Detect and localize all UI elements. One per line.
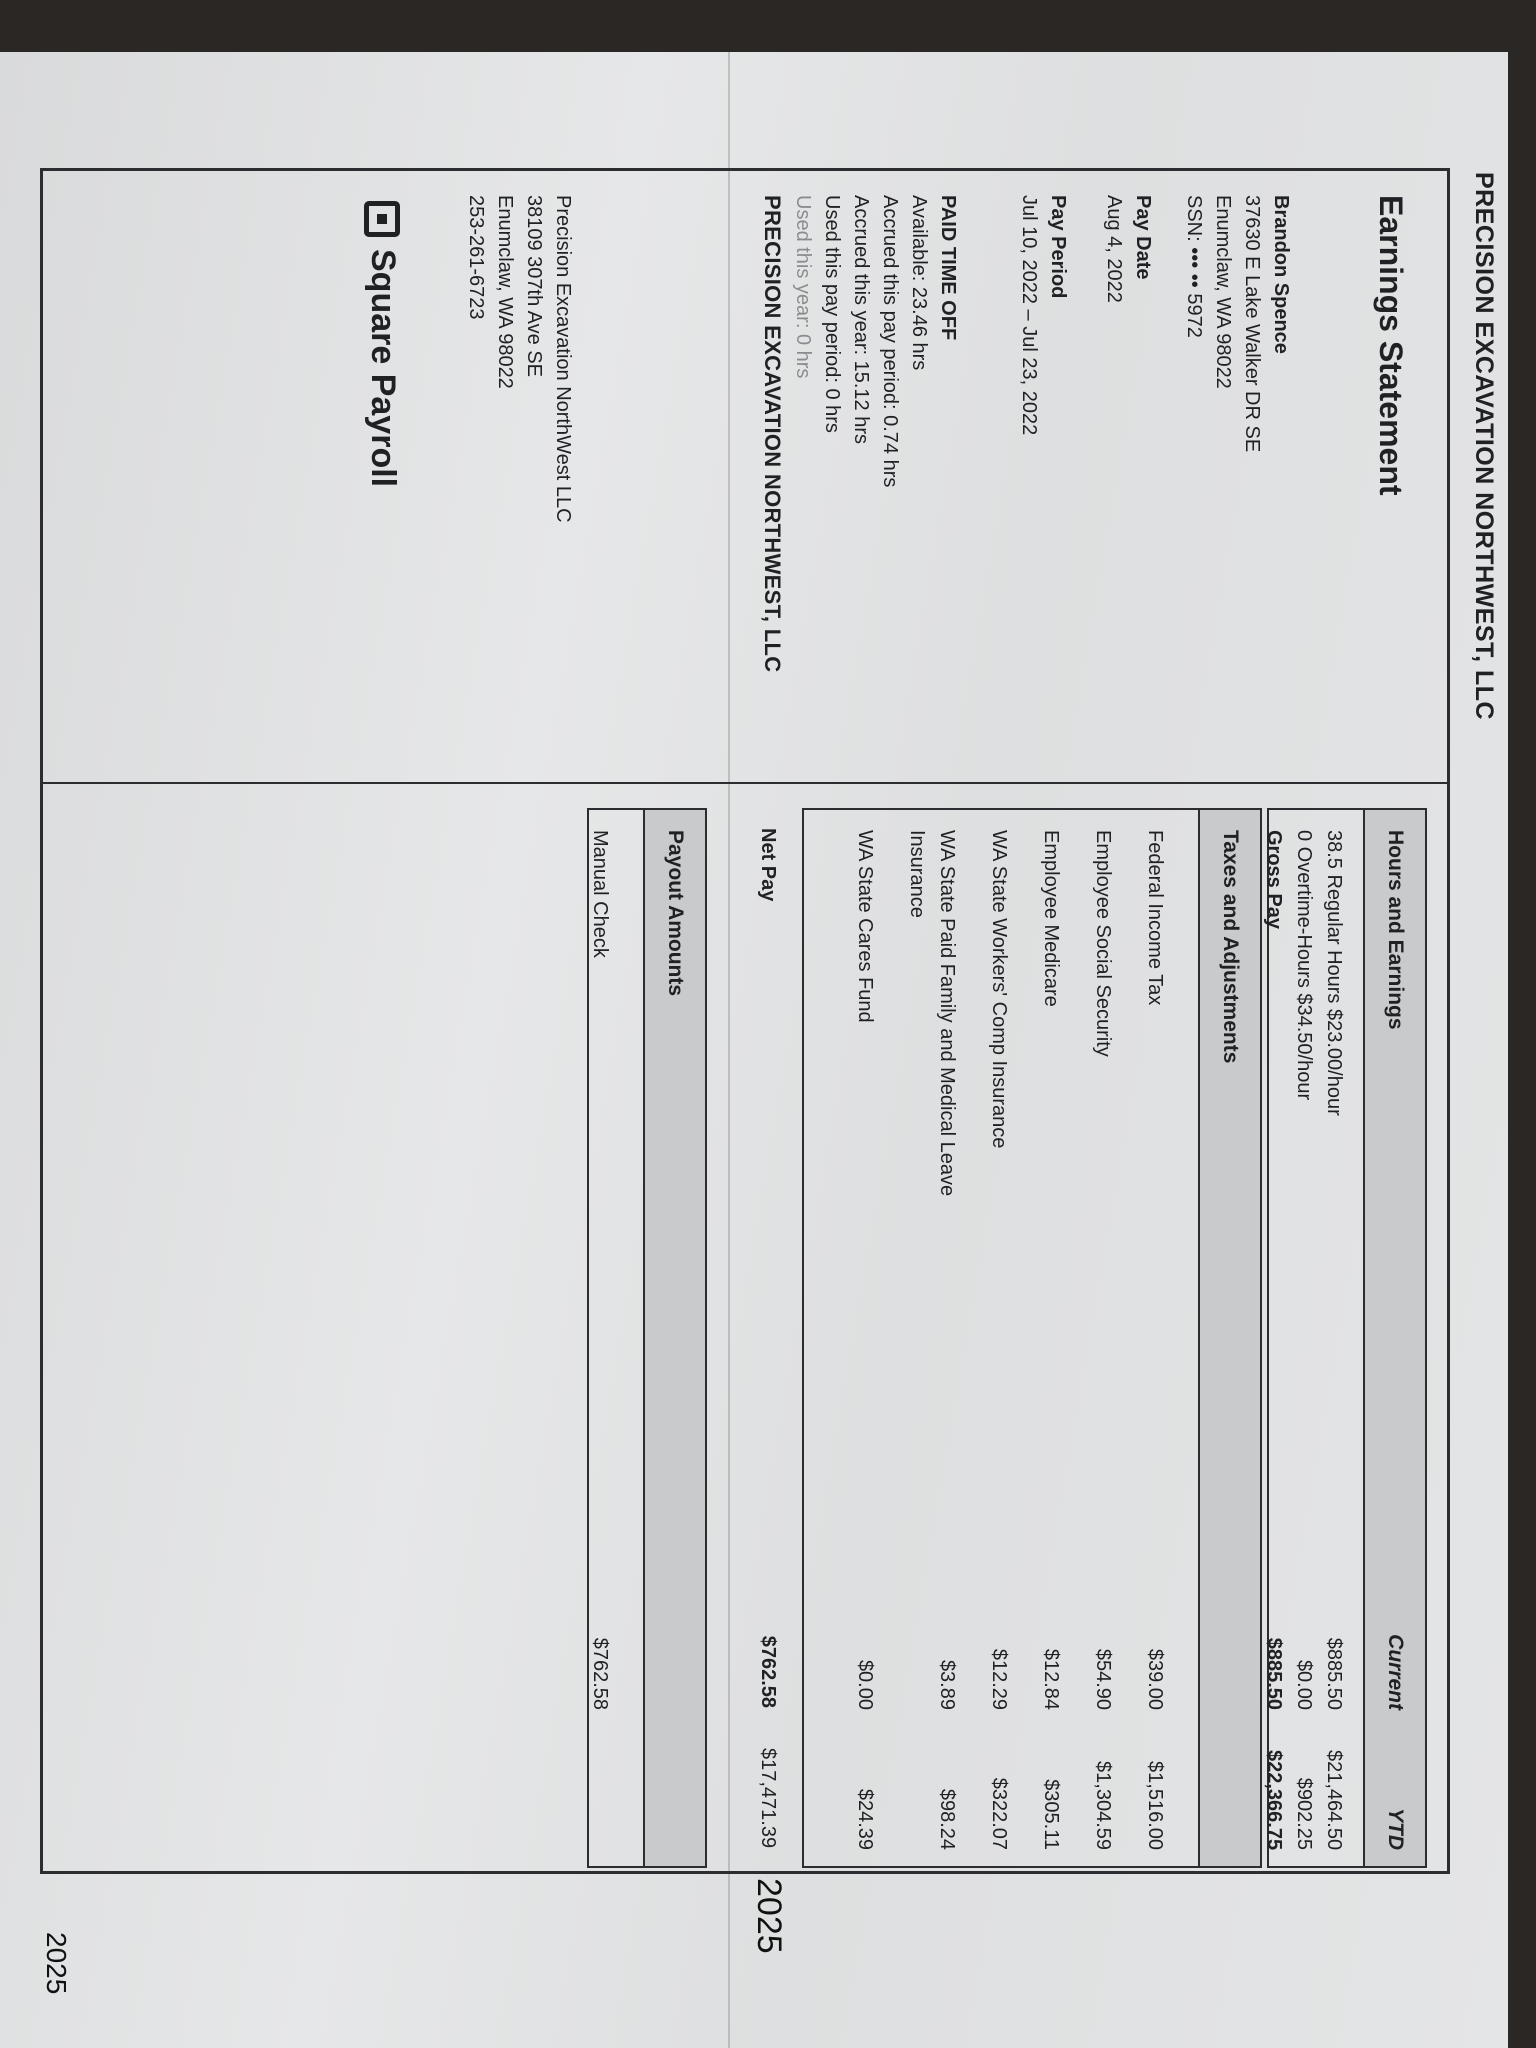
square-payroll-logo <box>363 201 402 487</box>
company-footer: PRECISION EXCAVATION NORTHWEST, LLC <box>760 195 785 673</box>
employer-address2: Enumclaw, WA 98022 <box>494 195 516 389</box>
taxes-and-adjustments-section <box>802 808 1262 1868</box>
payout-amounts-section <box>587 808 707 1868</box>
pay-date-label: Pay Date <box>1132 195 1154 280</box>
company-header: PRECISION EXCAVATION NORTHWEST, LLC <box>1470 172 1498 721</box>
pto-used-period: Used this pay period: 0 hrs <box>821 195 843 433</box>
pay-date <box>1099 195 1157 303</box>
pay-period-value: Jul 10, 2022 – Jul 23, 2022 <box>1018 195 1040 436</box>
table-row: WA State Paid Family and Medical Leave Insurance $3.89 $98.24 <box>906 830 958 1850</box>
square-logo-icon <box>365 201 401 237</box>
handwritten-year-top: 2025 <box>41 1932 72 1995</box>
taxes-heading <box>1198 810 1260 1866</box>
table-row: Federal Income Tax $39.00 $1,516.00 <box>1144 830 1166 1850</box>
table-row: WA State Workers' Comp Insurance $12.29 $322.07 <box>988 830 1010 1850</box>
net-pay-ytd: $17,471.39 <box>757 1748 779 1849</box>
net-pay-current: $762.58 <box>757 1635 779 1708</box>
hours-and-earnings-section <box>1263 808 1427 1868</box>
taxes-heading-label: Taxes and Adjustments <box>1219 830 1242 1064</box>
table-row: Employee Social Security $54.90 $1,304.59 <box>1092 830 1114 1850</box>
right-panel <box>43 784 1447 1871</box>
employee-ssn: SSN: ••• •• 5972 <box>1183 195 1205 338</box>
employee-address1: 37630 E Lake Walker DR SE <box>1241 195 1263 453</box>
employer-address1: 38109 307th Ave SE <box>523 195 545 378</box>
payout-heading-label: Payout Amounts <box>664 830 687 997</box>
employee-info <box>1179 195 1295 452</box>
paper-sheet <box>0 52 1508 2048</box>
table-row: Employee Medicare $12.84 $305.11 <box>1040 830 1062 1850</box>
pay-date-value: Aug 4, 2022 <box>1103 195 1125 303</box>
current-column-header: Current <box>1384 1634 1407 1710</box>
hours-heading <box>1363 810 1425 1866</box>
net-pay-row <box>756 828 779 1888</box>
payout-heading <box>643 810 705 1866</box>
hours-heading-label: Hours and Earnings <box>1384 830 1407 1030</box>
pto-accrued-year: Accrued this year: 15.12 hrs <box>850 195 872 445</box>
net-pay-label: Net Pay <box>757 828 779 902</box>
handwritten-year: 2025 <box>750 1878 788 1954</box>
left-panel <box>43 171 1447 782</box>
taxes-rows <box>850 810 1198 1866</box>
pto-used-year: Used this year: 0 hrs <box>792 195 814 379</box>
paid-time-off <box>788 195 962 487</box>
table-row: Manual Check $762.58 <box>589 830 611 1710</box>
page-title: Earnings Statement <box>1373 195 1409 496</box>
employee-address2: Enumclaw, WA 98022 <box>1212 195 1234 389</box>
pto-accrued-period: Accrued this pay period: 0.74 hrs <box>879 195 901 488</box>
table-row: 0 Overtime-Hours $34.50/hour $0.00 $902.25 <box>1293 830 1315 1850</box>
pay-period-label: Pay Period <box>1047 195 1069 299</box>
gross-pay-row: Gross Pay $885.50 $22,366.75 <box>1263 830 1285 1851</box>
statement-frame <box>40 168 1450 1874</box>
table-row: 38.5 Regular Hours $23.00/hour $885.50 $21,464.50 <box>1323 830 1345 1851</box>
earnings-statement <box>0 52 1508 2048</box>
hours-rows <box>1259 810 1363 1866</box>
payout-rows <box>585 810 643 1866</box>
employer-phone: 253-261-6723 <box>465 195 487 320</box>
ytd-column-header: YTD <box>1384 1808 1407 1850</box>
table-row: WA State Cares Fund $0.00 $24.39 <box>854 830 876 1850</box>
pto-available: Available: 23.46 hrs <box>908 195 930 371</box>
employer-info <box>461 195 577 523</box>
employee-name: Brandon Spence <box>1270 195 1292 354</box>
employer-name: Precision Excavation NorthWest LLC <box>552 195 574 523</box>
pay-period <box>1014 195 1072 435</box>
logo-text: Square Payroll <box>364 249 402 488</box>
pto-label: PAID TIME OFF <box>937 195 959 341</box>
